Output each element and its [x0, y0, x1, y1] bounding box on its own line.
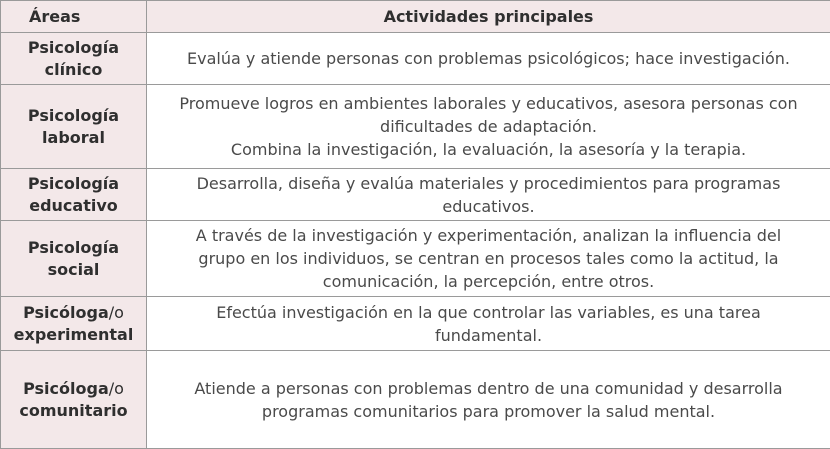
table-row — [1, 221, 830, 297]
area-cell — [1, 297, 147, 351]
area-line: Psicología — [9, 105, 138, 127]
area-separator: /o — [109, 379, 124, 398]
activity-line: fundamental. — [155, 324, 822, 347]
activity-line: A través de la investigación y experimentación, analizan la influencia del — [155, 224, 822, 247]
area-line: Psicología — [9, 173, 138, 195]
activity-cell — [147, 351, 830, 449]
area-line: clínico — [9, 59, 138, 81]
area-line: experimental — [9, 324, 138, 346]
area-cell — [1, 221, 147, 297]
area-cell — [1, 33, 147, 85]
area-cell — [1, 85, 147, 169]
activity-line: programas comunitarios para promover la salud mental. — [155, 400, 822, 423]
area-cell — [1, 351, 147, 449]
area-separator: /o — [109, 303, 124, 322]
table-row — [1, 85, 830, 169]
activity-line: grupo en los individuos, se centran en procesos tales como la actitud, la — [155, 247, 822, 270]
activity-cell — [147, 33, 830, 85]
activity-line: comunicación, la percepción, entre otros. — [155, 270, 822, 293]
area-line — [9, 378, 138, 400]
area-line: comunitario — [9, 400, 138, 422]
activity-line: Combina la investigación, la evaluación, la asesoría y la terapia. — [155, 138, 822, 161]
table-row — [1, 351, 830, 449]
header-row — [1, 1, 830, 33]
area-cell — [1, 169, 147, 221]
area-line — [9, 302, 138, 324]
table-row — [1, 33, 830, 85]
activity-cell — [147, 85, 830, 169]
header-areas: Áreas — [1, 1, 147, 33]
activity-line: educativos. — [155, 195, 822, 218]
table-row — [1, 169, 830, 221]
activity-cell — [147, 169, 830, 221]
area-line: laboral — [9, 127, 138, 149]
activity-line: Efectúa investigación en la que controlar las variables, es una tarea — [155, 301, 822, 324]
activity-cell — [147, 297, 830, 351]
activity-cell — [147, 221, 830, 297]
area-line: social — [9, 259, 138, 281]
area-prefix: Psicóloga — [23, 379, 109, 398]
activity-line: Desarrolla, diseña y evalúa materiales y procedimientos para programas — [155, 172, 822, 195]
area-prefix: Psicóloga — [23, 303, 109, 322]
activity-line: Promueve logros en ambientes laborales y educativos, asesora personas con — [155, 92, 822, 115]
activity-line: dificultades de adaptación. — [155, 115, 822, 138]
area-line: educativo — [9, 195, 138, 217]
header-activities: Actividades principales — [147, 1, 830, 33]
area-line: Psicología — [9, 237, 138, 259]
activity-line: Evalúa y atiende personas con problemas psicológicos; hace investigación. — [155, 47, 822, 70]
activity-line: Atiende a personas con problemas dentro de una comunidad y desarrolla — [155, 377, 822, 400]
area-line: Psicología — [9, 37, 138, 59]
table-row — [1, 297, 830, 351]
